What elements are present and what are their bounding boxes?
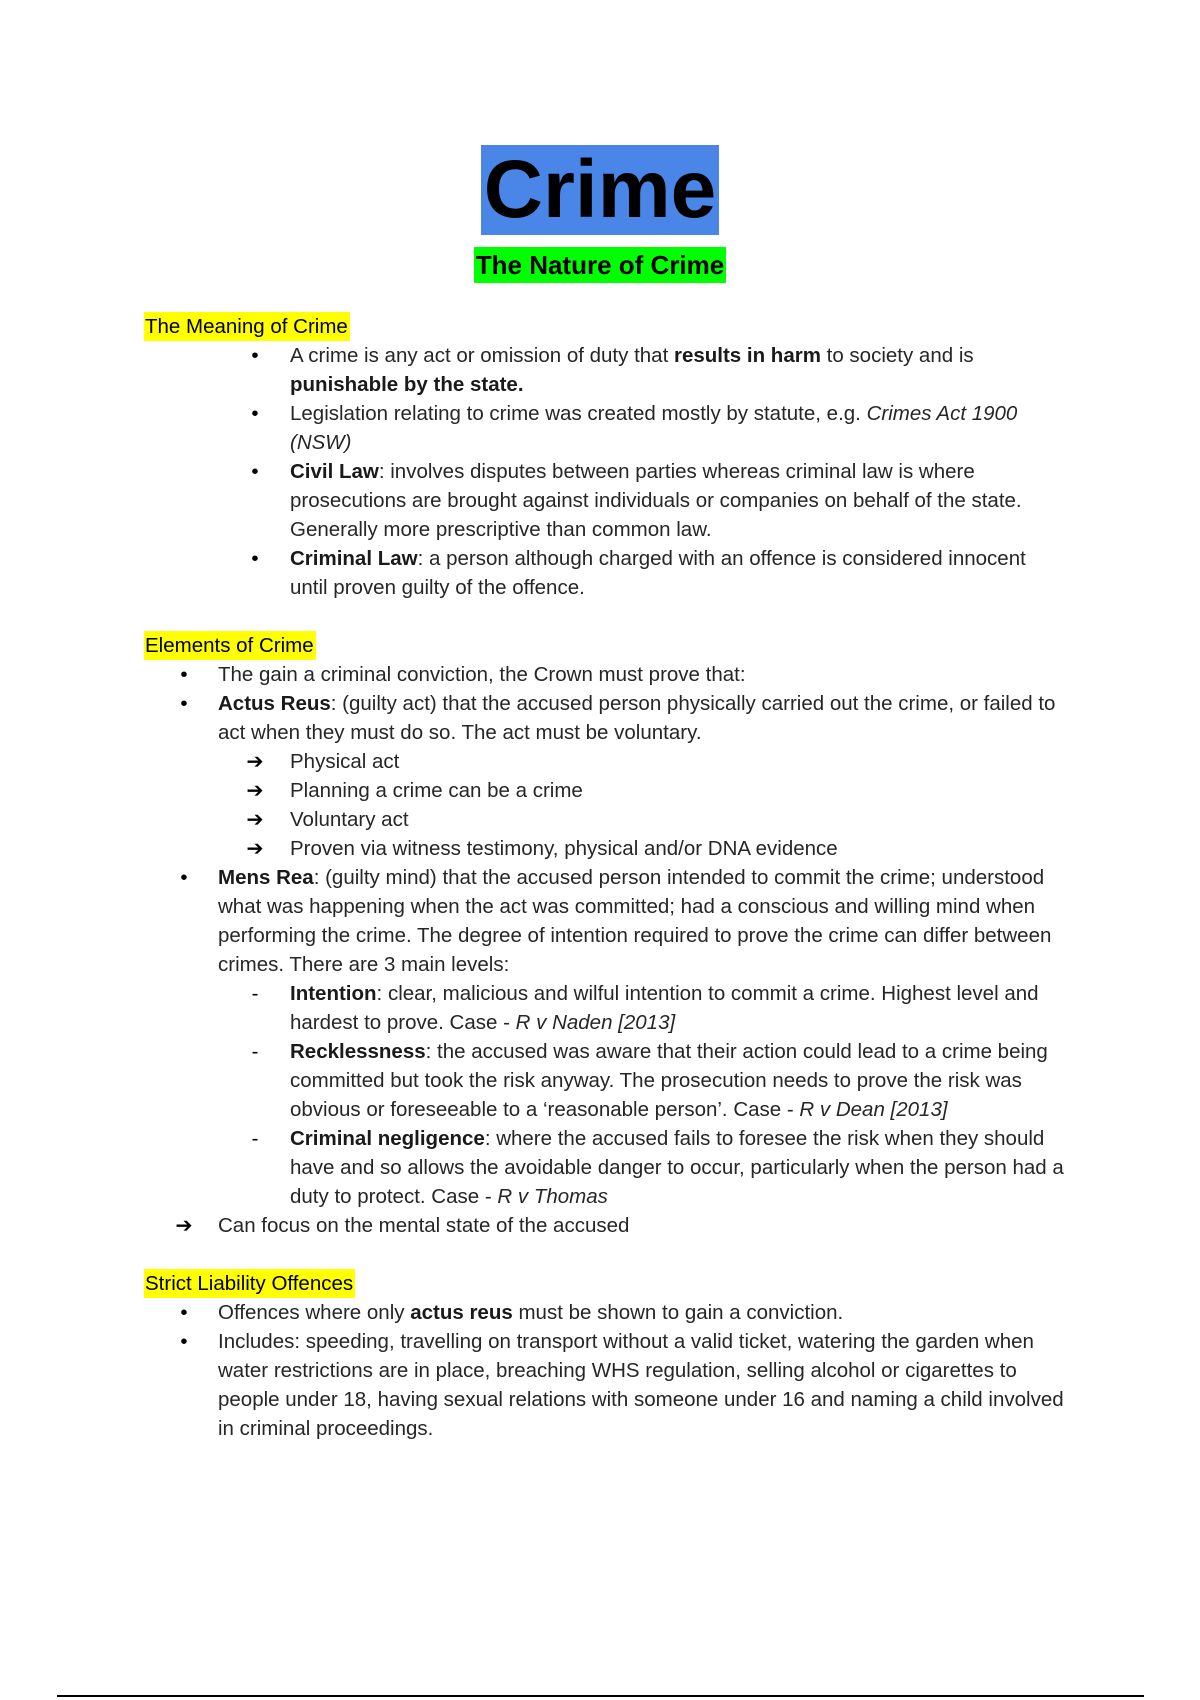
list-item-text <box>218 692 1055 744</box>
bold-text: Civil Law <box>290 460 379 483</box>
bold-text: Intention <box>290 982 377 1005</box>
page-subtitle: The Nature of Crime <box>474 247 727 283</box>
italic-text: R v Naden [2013] <box>515 1011 676 1034</box>
page-bottom-rule <box>57 1695 1144 1697</box>
list-item-text <box>218 1330 1064 1440</box>
list-item-text <box>218 866 1051 976</box>
title-container <box>0 145 1200 235</box>
text-run: A crime is any act or omission of duty that <box>290 344 674 367</box>
list-item <box>145 660 1065 689</box>
list-item <box>145 747 1065 776</box>
list-item <box>145 805 1065 834</box>
bullet-list <box>145 341 1065 602</box>
bold-text: Criminal negligence <box>290 1127 485 1150</box>
list-item-text <box>218 1214 629 1237</box>
text-run: : (guilty act) that the accused person physically carried out the crime, or failed to act when they must do so. The act must be voluntary. <box>218 692 1056 744</box>
text-run: must be shown to gain a conviction. <box>512 1301 844 1324</box>
italic-text: R v Thomas <box>497 1185 608 1208</box>
bold-text: Recklessness <box>290 1040 426 1063</box>
text-run: Physical act <box>290 750 400 773</box>
bullet-marker: • <box>180 692 188 715</box>
list-item <box>145 399 1065 457</box>
bullet-marker: ➔ <box>246 808 264 831</box>
text-run: The gain a criminal conviction, the Crown must prove that: <box>218 663 746 686</box>
text-run: Includes: speeding, travelling on transport without a valid ticket, watering the garden when water restrictions are in place, breaching WHS regulation, selling alcohol or cigarettes to people under 18, having sexual relations with someone under 16 and naming a child involved in criminal proceedings. <box>218 1330 1064 1440</box>
bullet-marker: ➔ <box>175 1214 193 1237</box>
list-item <box>145 544 1065 602</box>
bullet-marker: • <box>251 402 259 425</box>
list-item-text <box>290 779 583 802</box>
bullet-marker: • <box>180 1330 188 1353</box>
list-item <box>145 979 1065 1037</box>
section-meaning-of-crime <box>145 312 1065 602</box>
bullet-list <box>145 660 1065 1240</box>
section-elements-of-crime <box>145 631 1065 1240</box>
text-run: : where the accused fails to foresee the risk when they should have and so allows the avoidable danger to occur, particularly when the person had a duty to protect. Case - <box>290 1127 1064 1208</box>
text-run: : the accused was aware that their action could lead to a crime being committed but took the risk anyway. The prosecution needs to prove the risk was obvious or foreseeable to a ‘reasonable person’. Case - <box>290 1040 1048 1121</box>
list-item <box>145 863 1065 979</box>
list-item-text <box>290 982 1039 1034</box>
text-run: : (guilty mind) that the accused person intended to commit the crime; understood what was happening when the act was committed; had a conscious and willing mind when performing the crime. The degree of intention required to prove the crime can differ between crimes. There are 3 main levels: <box>218 866 1052 976</box>
text-run: Can focus on the mental state of the accused <box>218 1214 630 1237</box>
list-item <box>145 341 1065 399</box>
list-item-text <box>290 808 409 831</box>
bullet-list <box>145 1298 1065 1443</box>
list-item-text <box>290 750 399 773</box>
bold-text: results in harm <box>673 344 821 367</box>
text-run: to society and is <box>820 344 974 367</box>
list-item-text <box>290 547 1026 599</box>
text-run: Planning a crime can be a crime <box>290 779 583 802</box>
subtitle-container <box>0 247 1200 283</box>
page-title: Crime <box>481 145 719 235</box>
bullet-marker: ➔ <box>246 837 264 860</box>
list-item-text <box>290 344 974 396</box>
list-item-text <box>290 402 1017 454</box>
list-item <box>145 1124 1065 1211</box>
bullet-marker: • <box>180 663 188 686</box>
list-item <box>145 1211 1065 1240</box>
list-item <box>145 457 1065 544</box>
bullet-marker: - <box>251 1040 259 1063</box>
bold-text: Criminal Law <box>290 547 418 570</box>
list-item <box>145 689 1065 747</box>
list-item-text <box>290 837 838 860</box>
bullet-marker: - <box>251 1127 259 1150</box>
italic-text: Crimes Act 1900 (NSW) <box>290 402 1018 454</box>
list-item <box>145 1327 1065 1443</box>
bullet-marker: • <box>251 547 259 570</box>
section-heading: Strict Liability Offences <box>144 1269 355 1298</box>
bullet-marker: • <box>251 344 259 367</box>
text-run: Offences where only <box>218 1301 411 1324</box>
bold-text: punishable by the state. <box>290 373 524 396</box>
text-run: : involves disputes between parties whereas criminal law is where prosecutions are brought against individuals or companies on behalf of the state. Generally more prescriptive than common law. <box>290 460 1022 541</box>
list-item <box>145 776 1065 805</box>
section-strict-liability-offences <box>145 1269 1065 1443</box>
section-heading: Elements of Crime <box>144 631 316 660</box>
list-item-text <box>218 1301 843 1324</box>
text-run: Legislation relating to crime was created mostly by statute, e.g. <box>290 402 867 425</box>
list-item <box>145 1037 1065 1124</box>
list-item-text <box>218 663 746 686</box>
text-run: Proven via witness testimony, physical and/or DNA evidence <box>290 837 838 860</box>
text-run: : clear, malicious and wilful intention to commit a crime. Highest level and hardest to prove. Case - <box>290 982 1039 1034</box>
section-heading: The Meaning of Crime <box>144 312 350 341</box>
text-run: Voluntary act <box>290 808 409 831</box>
list-item <box>145 834 1065 863</box>
bold-text: Mens Rea <box>218 866 314 889</box>
bullet-marker: ➔ <box>246 750 264 773</box>
bullet-marker: ➔ <box>246 779 264 802</box>
bold-text: actus reus <box>410 1301 513 1324</box>
bullet-marker: - <box>251 982 259 1005</box>
document-body <box>145 312 1065 1443</box>
list-item-text <box>290 460 1022 541</box>
list-item-text <box>290 1127 1064 1208</box>
bold-text: Actus Reus <box>218 692 331 715</box>
bullet-marker: • <box>180 1301 188 1324</box>
bullet-marker: • <box>251 460 259 483</box>
list-item-text <box>290 1040 1048 1121</box>
italic-text: R v Dean [2013] <box>799 1098 948 1121</box>
text-run: : a person although charged with an offence is considered innocent until proven guilty of the offence. <box>290 547 1026 599</box>
bullet-marker: • <box>180 866 188 889</box>
list-item <box>145 1298 1065 1327</box>
